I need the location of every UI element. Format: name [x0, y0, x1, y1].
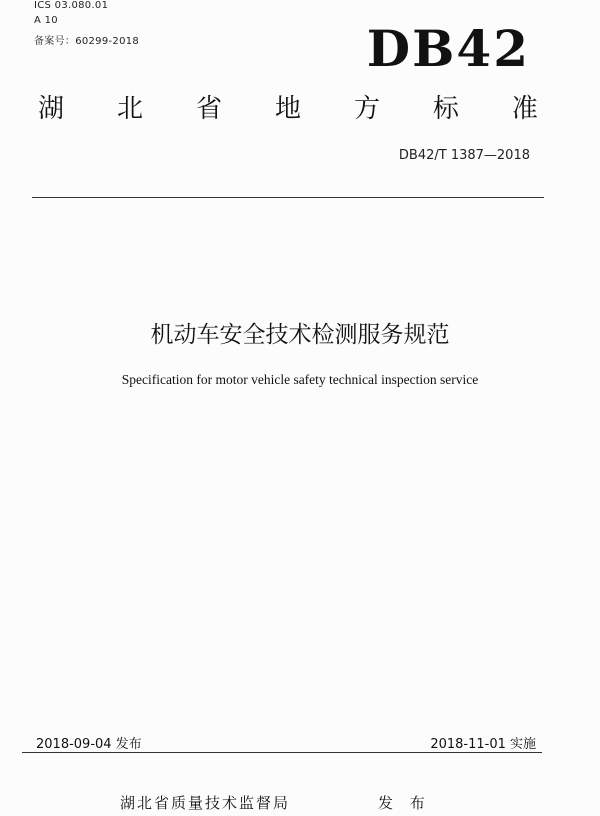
standard-type-char: 方: [353, 94, 380, 124]
standard-type-char: 标: [432, 94, 459, 124]
issue-date: 2018-09-04 发布: [36, 737, 142, 752]
classification-code: A 10: [34, 15, 58, 26]
document-title-english: Specification for motor vehicle safety technical inspection service: [121, 372, 479, 387]
standard-type-char: 湖: [38, 94, 65, 124]
standard-type-char: 准: [511, 94, 538, 124]
implementation-date: 2018-11-01 实施: [430, 737, 536, 752]
standard-type-char: 地: [274, 94, 301, 124]
standard-type-title: [38, 88, 538, 125]
db42-logo: DB42: [366, 19, 530, 78]
standard-type-char: 北: [116, 94, 143, 124]
publish-label: 发 布: [378, 794, 431, 812]
standard-code: DB42/T 1387—2018: [398, 148, 530, 163]
header-divider: [32, 197, 544, 198]
footer-divider: [22, 752, 542, 753]
ics-code: ICS 03.080.01: [34, 0, 109, 11]
standard-type-char: 省: [195, 94, 222, 124]
document-title-chinese: 机动车安全技术检测服务规范: [150, 322, 450, 348]
publisher-name: 湖北省质量技术监督局: [120, 794, 291, 812]
registration-number: 备案号：60299-2018: [34, 36, 140, 47]
